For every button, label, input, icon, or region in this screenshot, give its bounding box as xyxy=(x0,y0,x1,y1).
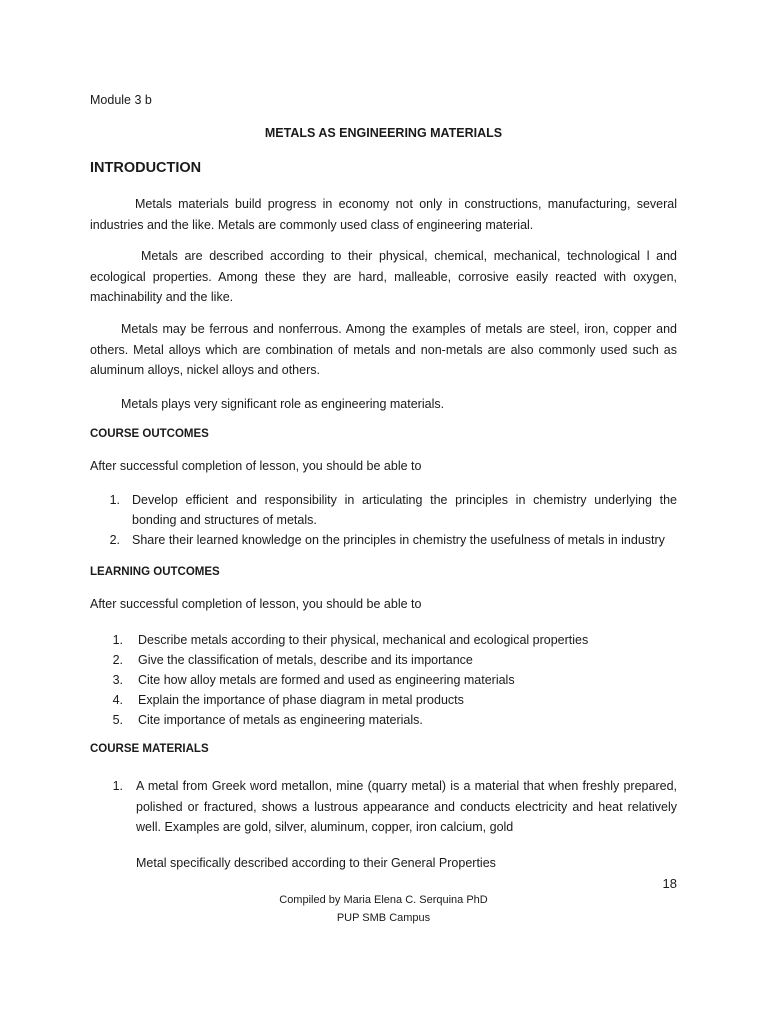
list-number: 4. xyxy=(112,693,123,707)
list-item-text: Develop efficient and responsibility in articulating the principles in chemistry underlying the bonding and structures of metals. xyxy=(132,493,677,527)
list-item-text: Explain the importance of phase diagram in metal products xyxy=(138,693,464,707)
course-outcomes-heading: COURSE OUTCOMES xyxy=(90,428,209,440)
list-item-text: Describe metals according to their physical, mechanical and ecological properties xyxy=(138,633,589,647)
footer-author: Compiled by Maria Elena C. Serquina PhD xyxy=(279,894,488,906)
list-item xyxy=(90,690,677,710)
document-title: METALS AS ENGINEERING MATERIALS xyxy=(264,126,503,140)
intro-paragraph-4: Metals plays very significant role as engineering materials. xyxy=(121,397,445,411)
course-outcomes-list xyxy=(90,490,677,550)
learning-outcomes-list xyxy=(90,630,677,730)
list-item-text: Share their learned knowledge on the principles in chemistry the usefulness of metals in industry xyxy=(132,533,665,547)
list-item xyxy=(90,670,677,690)
footer-campus: PUP SMB Campus xyxy=(336,912,431,924)
list-number: 3. xyxy=(112,673,123,687)
list-number: 5. xyxy=(112,713,123,727)
module-label: Module 3 b xyxy=(90,93,152,107)
intro-paragraph-2: Metals are described according to their physical, chemical, mechanical, technological l and ecological properties. Among these they are hard, malleable, corrosive easily reacted with oxygen, machinability and the like. xyxy=(90,249,677,304)
intro-paragraph-3: Metals may be ferrous and nonferrous. Among the examples of metals are steel, iron, copper and others. Metal alloys which are combination of metals and non-metals are also commonly used such as aluminum alloys, nickel alloys and others. xyxy=(90,322,677,377)
learning-outcomes-lead: After successful completion of lesson, you should be able to xyxy=(90,597,422,611)
list-item xyxy=(90,530,677,550)
course-outcomes-lead: After successful completion of lesson, you should be able to xyxy=(90,459,422,473)
list-item xyxy=(90,776,677,838)
list-item-text: A metal from Greek word metallon, mine (quarry metal) is a material that when freshly prepared, polished or fractured, shows a lustrous appearance and conducts electricity and heat relatively well. Examples are gold, silver, aluminum, copper, iron calcium, gold xyxy=(136,779,677,834)
page-number: 18 xyxy=(662,876,677,891)
list-number: 1. xyxy=(112,779,123,793)
list-item-text: Cite importance of metals as engineering materials. xyxy=(138,713,423,727)
list-item-text: Give the classification of metals, describe and its importance xyxy=(138,653,473,667)
list-item xyxy=(90,650,677,670)
course-materials-note: Metal specifically described according to their General Properties xyxy=(136,856,496,870)
list-number: 2. xyxy=(112,653,123,667)
intro-paragraph-1: Metals materials build progress in economy not only in constructions, manufacturing, several industries and the like. Metals are commonly used class of engineering material. xyxy=(90,197,677,232)
course-materials-heading: COURSE MATERIALS xyxy=(90,743,209,755)
list-number: 1. xyxy=(112,633,123,647)
introduction-heading: INTRODUCTION xyxy=(90,160,202,176)
list-item-text: Cite how alloy metals are formed and used as engineering materials xyxy=(138,673,515,687)
learning-outcomes-heading: LEARNING OUTCOMES xyxy=(90,566,220,578)
list-item xyxy=(90,490,677,530)
list-number: 1. xyxy=(109,493,120,507)
list-item xyxy=(90,710,677,730)
list-number: 2. xyxy=(109,533,120,547)
course-materials-list xyxy=(90,776,677,838)
list-item xyxy=(90,630,677,650)
